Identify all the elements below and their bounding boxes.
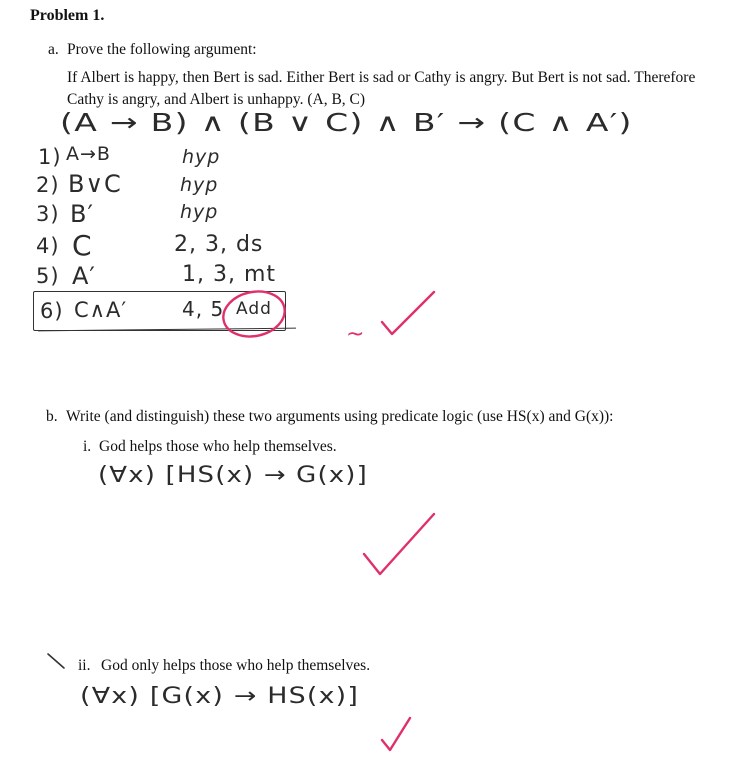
check-mark-icon	[360, 510, 438, 580]
step-justification: hyp	[180, 174, 219, 196]
part-b-instruction: Write (and distinguish) these two arguments using predicate logic (use HS(x) and G(x)):	[66, 408, 614, 425]
check-mark-icon	[378, 714, 414, 754]
part-a-instruction: Prove the following argument:	[67, 41, 257, 58]
circled-rule: Add	[236, 299, 272, 319]
part-b-label: b.	[46, 408, 58, 425]
step-formula: B′	[70, 200, 94, 228]
step-formula: B∨C	[68, 170, 122, 198]
part-a-argument-text: If Albert is happy, then Bert is sad. Either Bert is sad or Cathy is angry. But Bert is not sad. Therefore Cathy is angry, and Albert is unhappy. (A, B, C)	[67, 69, 696, 108]
item-ii-answer: (∀x) [G(x) → HS(x)]	[80, 684, 360, 709]
item-i-answer: (∀x) [HS(x) → G(x)]	[98, 463, 368, 488]
circle-mark	[218, 285, 290, 345]
step-formula: C	[72, 229, 93, 262]
step-number: 4)	[36, 234, 60, 258]
item-i-label: i.	[83, 438, 92, 455]
hand-formula: (A → B) ∧ (B ∨ C) ∧ B′ → (C ∧ A′)	[60, 108, 633, 137]
item-i-text: God helps those who help themselves.	[99, 438, 337, 455]
step-formula: A→B	[66, 143, 111, 165]
step-formula: C∧A′	[74, 298, 128, 322]
tick-mark-icon	[44, 650, 68, 672]
step-number: 6)	[40, 299, 64, 323]
step-number: 5)	[36, 264, 60, 288]
step-justification: hyp	[180, 201, 219, 223]
part-a-label: a.	[48, 41, 59, 58]
step-justification: 4, 5	[182, 297, 225, 321]
step-justification: 2, 3, ds	[174, 232, 264, 257]
grader-tilde-mark: ~	[346, 322, 366, 347]
step-number: 3)	[36, 202, 60, 226]
step-justification: hyp	[182, 146, 221, 168]
step-formula: A′	[72, 262, 96, 290]
problem-title: Problem 1.	[30, 7, 105, 24]
item-ii-text: God only helps those who help themselves.	[101, 657, 371, 674]
step-justification: 1, 3, mt	[182, 262, 277, 287]
step-number: 2)	[36, 173, 60, 197]
item-ii-label: ii.	[78, 657, 91, 674]
step-number: 1)	[38, 145, 62, 169]
check-mark-icon	[378, 288, 438, 340]
